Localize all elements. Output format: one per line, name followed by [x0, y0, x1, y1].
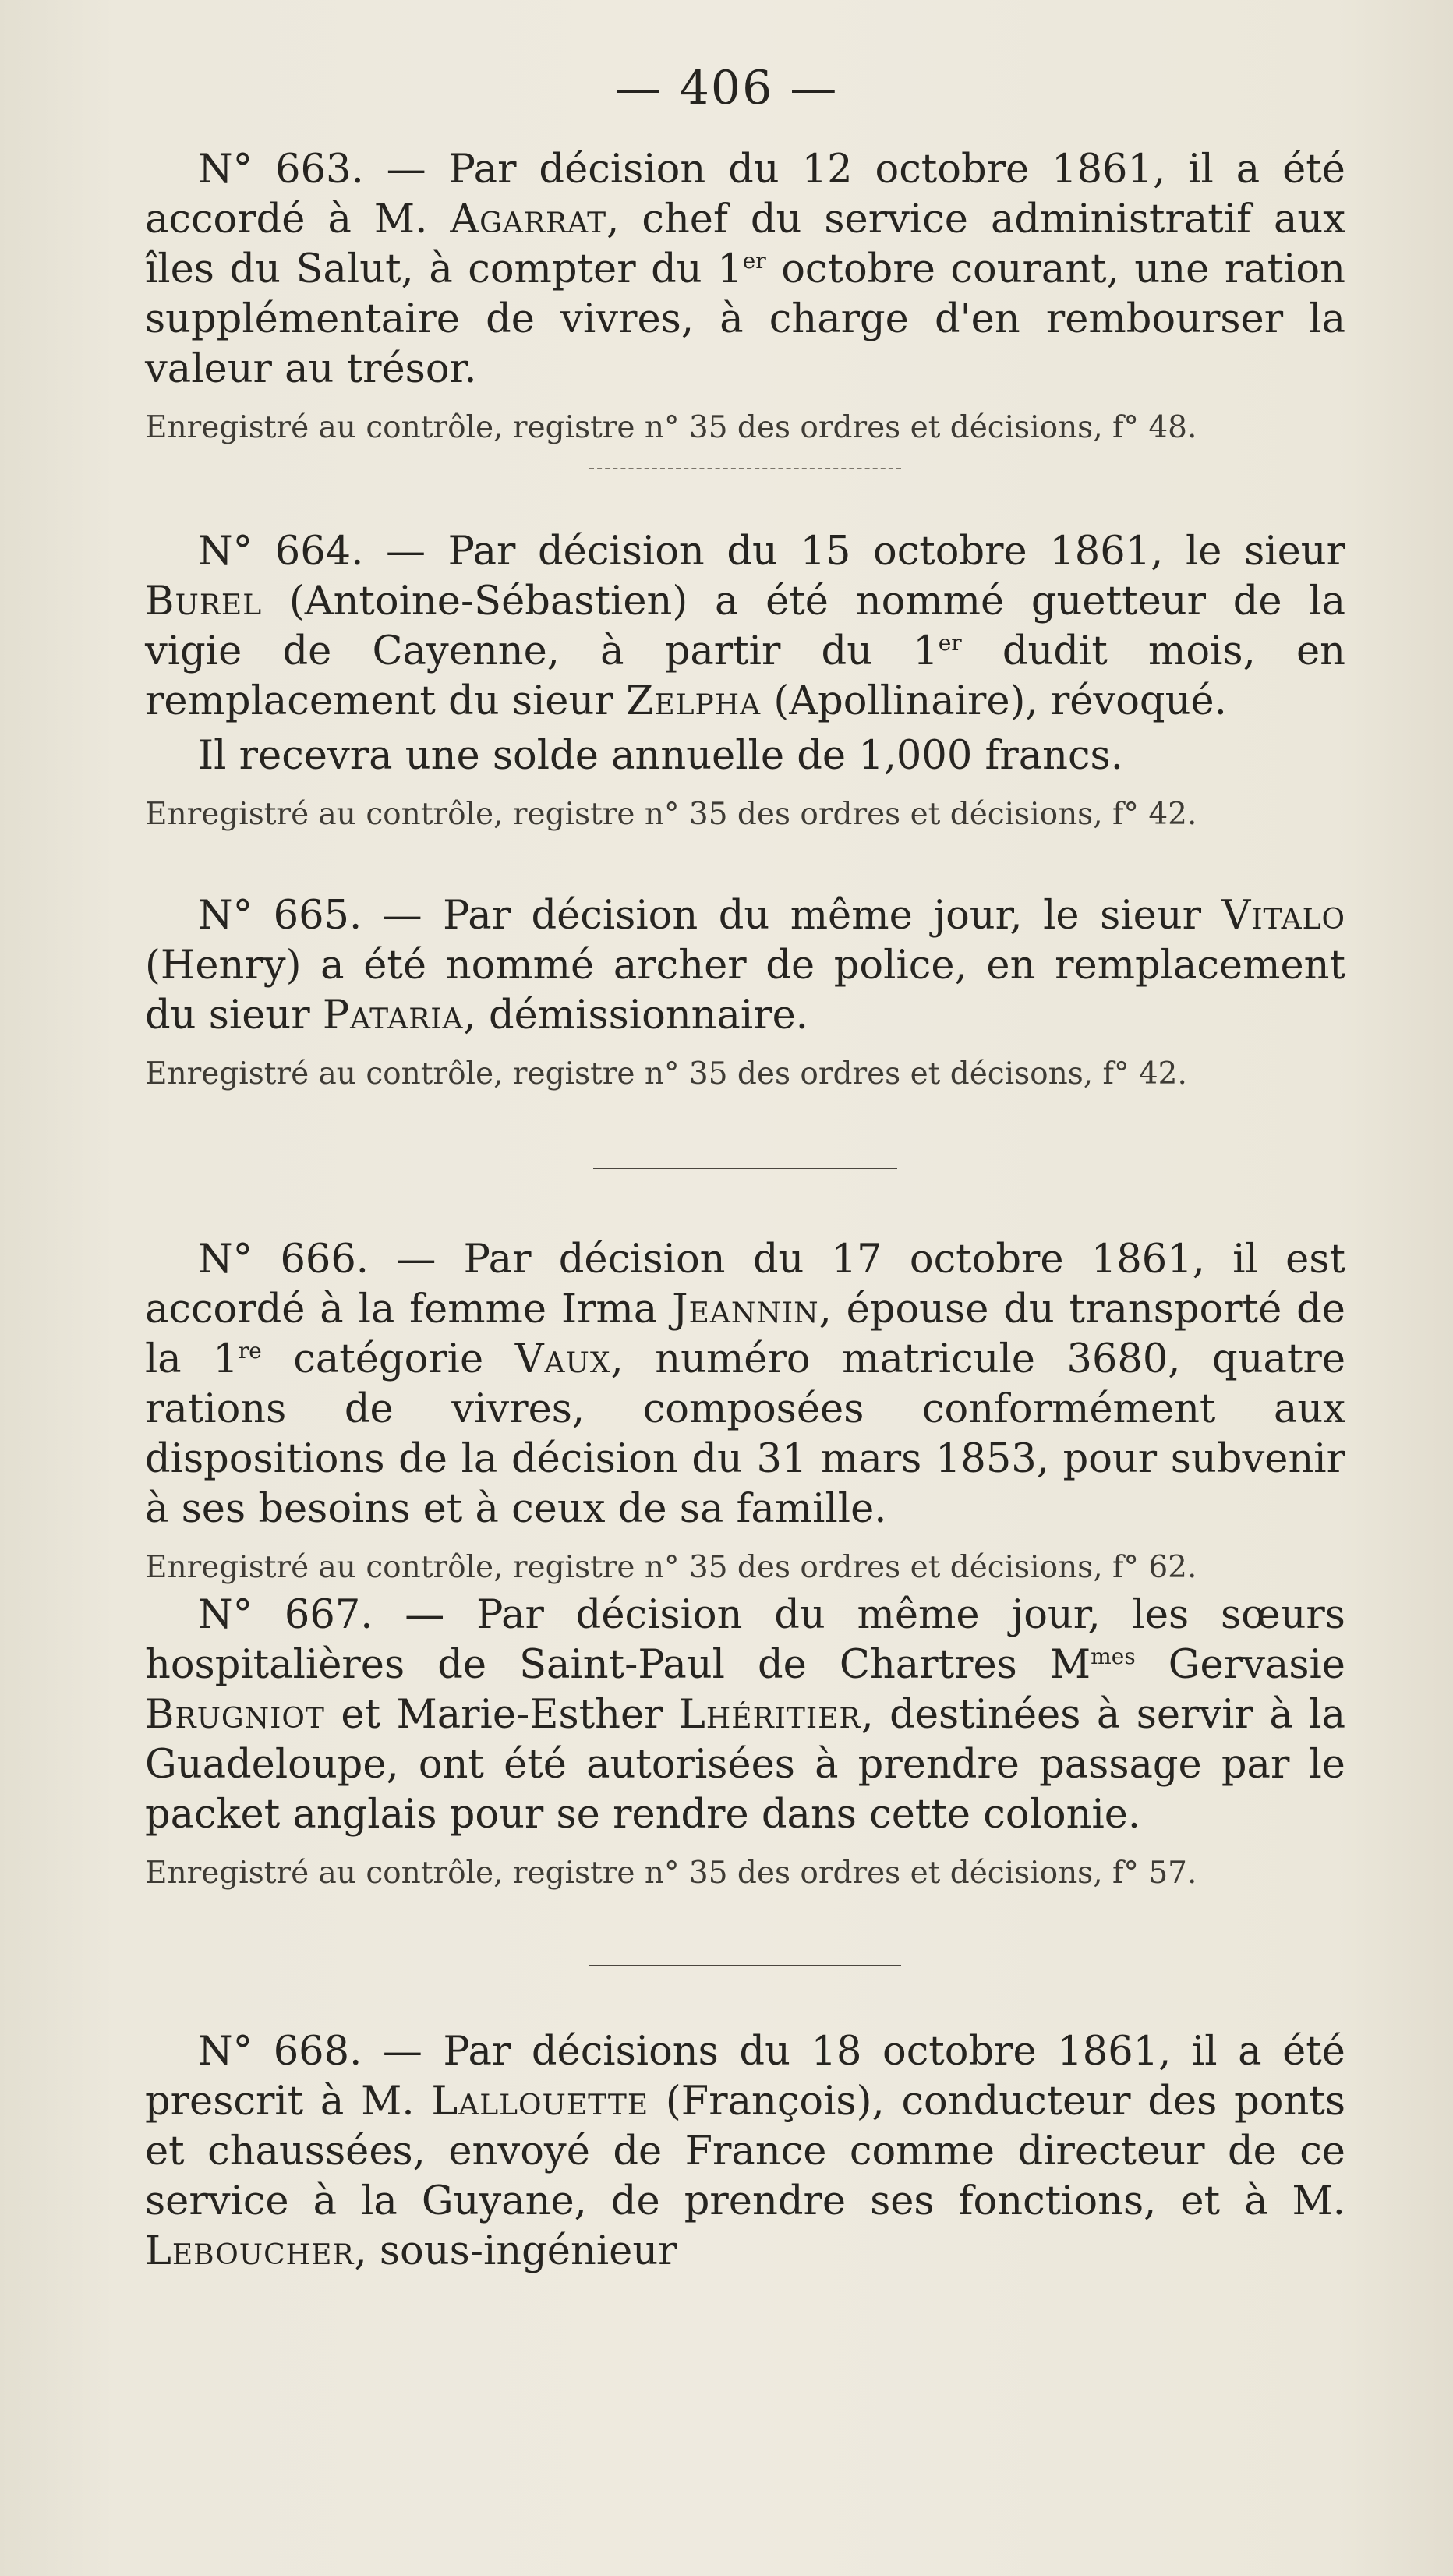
person-name: Lallouette [431, 2079, 649, 2125]
entry-665 [145, 891, 1345, 1094]
person-name: Zelpha [625, 678, 762, 724]
person-name: Agarrat [450, 196, 607, 242]
entry-number: N° 665. [198, 893, 362, 939]
person-name: Pataria [322, 993, 464, 1039]
registration-note: Enregistré au contrôle, registre n° 35 des ordres et décisions, f° 48. [145, 410, 1197, 445]
entry-number: N° 667. [198, 1592, 373, 1638]
person-name: Burel [145, 579, 263, 625]
separator-rule [589, 468, 901, 469]
entry-number: N° 666. [198, 1237, 369, 1283]
person-name: Lhéritier [679, 1692, 861, 1738]
person-name: Vitalo [1221, 893, 1345, 939]
registration-note: Enregistré au contrôle, registre n° 35 des ordres et décisons, f° 42. [145, 1056, 1187, 1092]
person-name: Brugniot [145, 1692, 325, 1738]
person-name: Leboucher [145, 2228, 355, 2274]
entry-668-text: N° 668. — Par décisions du 18 octobre 1861, il a été prescrit à M. Lallouette (François), conducteur des ponts et chaussées, envoyé de France comme directeur de ce service à la Guyane, de prendre ses fonctions, et à M. Leboucher, sous-ingénieur [145, 2029, 1345, 2274]
entry-number: N° 668. [198, 2029, 362, 2075]
page-number: — 406 — [614, 61, 839, 115]
entry-664 [145, 527, 1345, 834]
registration-note: Enregistré au contrôle, registre n° 35 des ordres et décisions, f° 62. [145, 1550, 1197, 1585]
separator-rule [589, 1965, 901, 1966]
registration-note: Enregistré au contrôle, registre n° 35 des ordres et décisions, f° 42. [145, 797, 1197, 832]
entry-664-text: N° 664. — Par décision du 15 octobre 1861, le sieur Burel (Antoine-Sébastien) a été nommé guetteur de la vigie de Cayenne, à partir du 1er dudit mois, en remplacement du sieur Zelpha (Apollinaire), révoqué. [145, 529, 1345, 724]
entry-663-text: N° 663. — Par décision du 12 octobre 1861, il a été accordé à M. Agarrat, chef du service administratif aux îles du Salut, à compter du 1er octobre courant, une ration supplémentaire de vivres, à charge d'en rembourser la valeur au trésor. [145, 147, 1345, 392]
entry-666-text: N° 666. — Par décision du 17 octobre 1861, il est accordé à la femme Irma Jeannin, épouse du transporté de la 1re catégorie Vaux, numéro matricule 3680, quatre rations de vivres, composées conformément aux dispositions de la décision du 31 mars 1853, pour subvenir à ses besoins et à ceux de sa famille. [145, 1237, 1345, 1532]
entry-number: N° 663. [198, 147, 364, 193]
entry-667 [145, 1591, 1345, 1893]
entry-665-text: N° 665. — Par décision du même jour, le sieur Vitalo (Henry) a été nommé archer de police, en remplacement du sieur Pataria, démissionnaire. [145, 893, 1345, 1039]
person-name: Vaux [514, 1336, 611, 1382]
entry-666 [145, 1235, 1345, 1587]
registration-note: Enregistré au contrôle, registre n° 35 des ordres et décisions, f° 57. [145, 1856, 1197, 1891]
entry-663 [145, 145, 1345, 448]
entry-number: N° 664. [198, 529, 364, 575]
entry-664-salary: Il recevra une solde annuelle de 1,000 francs. [198, 733, 1123, 779]
entry-668 [145, 2027, 1345, 2277]
entry-667-text: N° 667. — Par décision du même jour, les sœurs hospitalières de Saint-Paul de Chartres $M^{mes}$ Gervasie Brugniot et Marie-Esther Lhéritier, destinées à servir à la Guadeloupe, ont été autorisées à prendre passage par le packet anglais pour se rendre dans cette colonie. [145, 1592, 1345, 1838]
person-name: Jeannin [672, 1286, 819, 1332]
separator-rule [593, 1168, 897, 1169]
